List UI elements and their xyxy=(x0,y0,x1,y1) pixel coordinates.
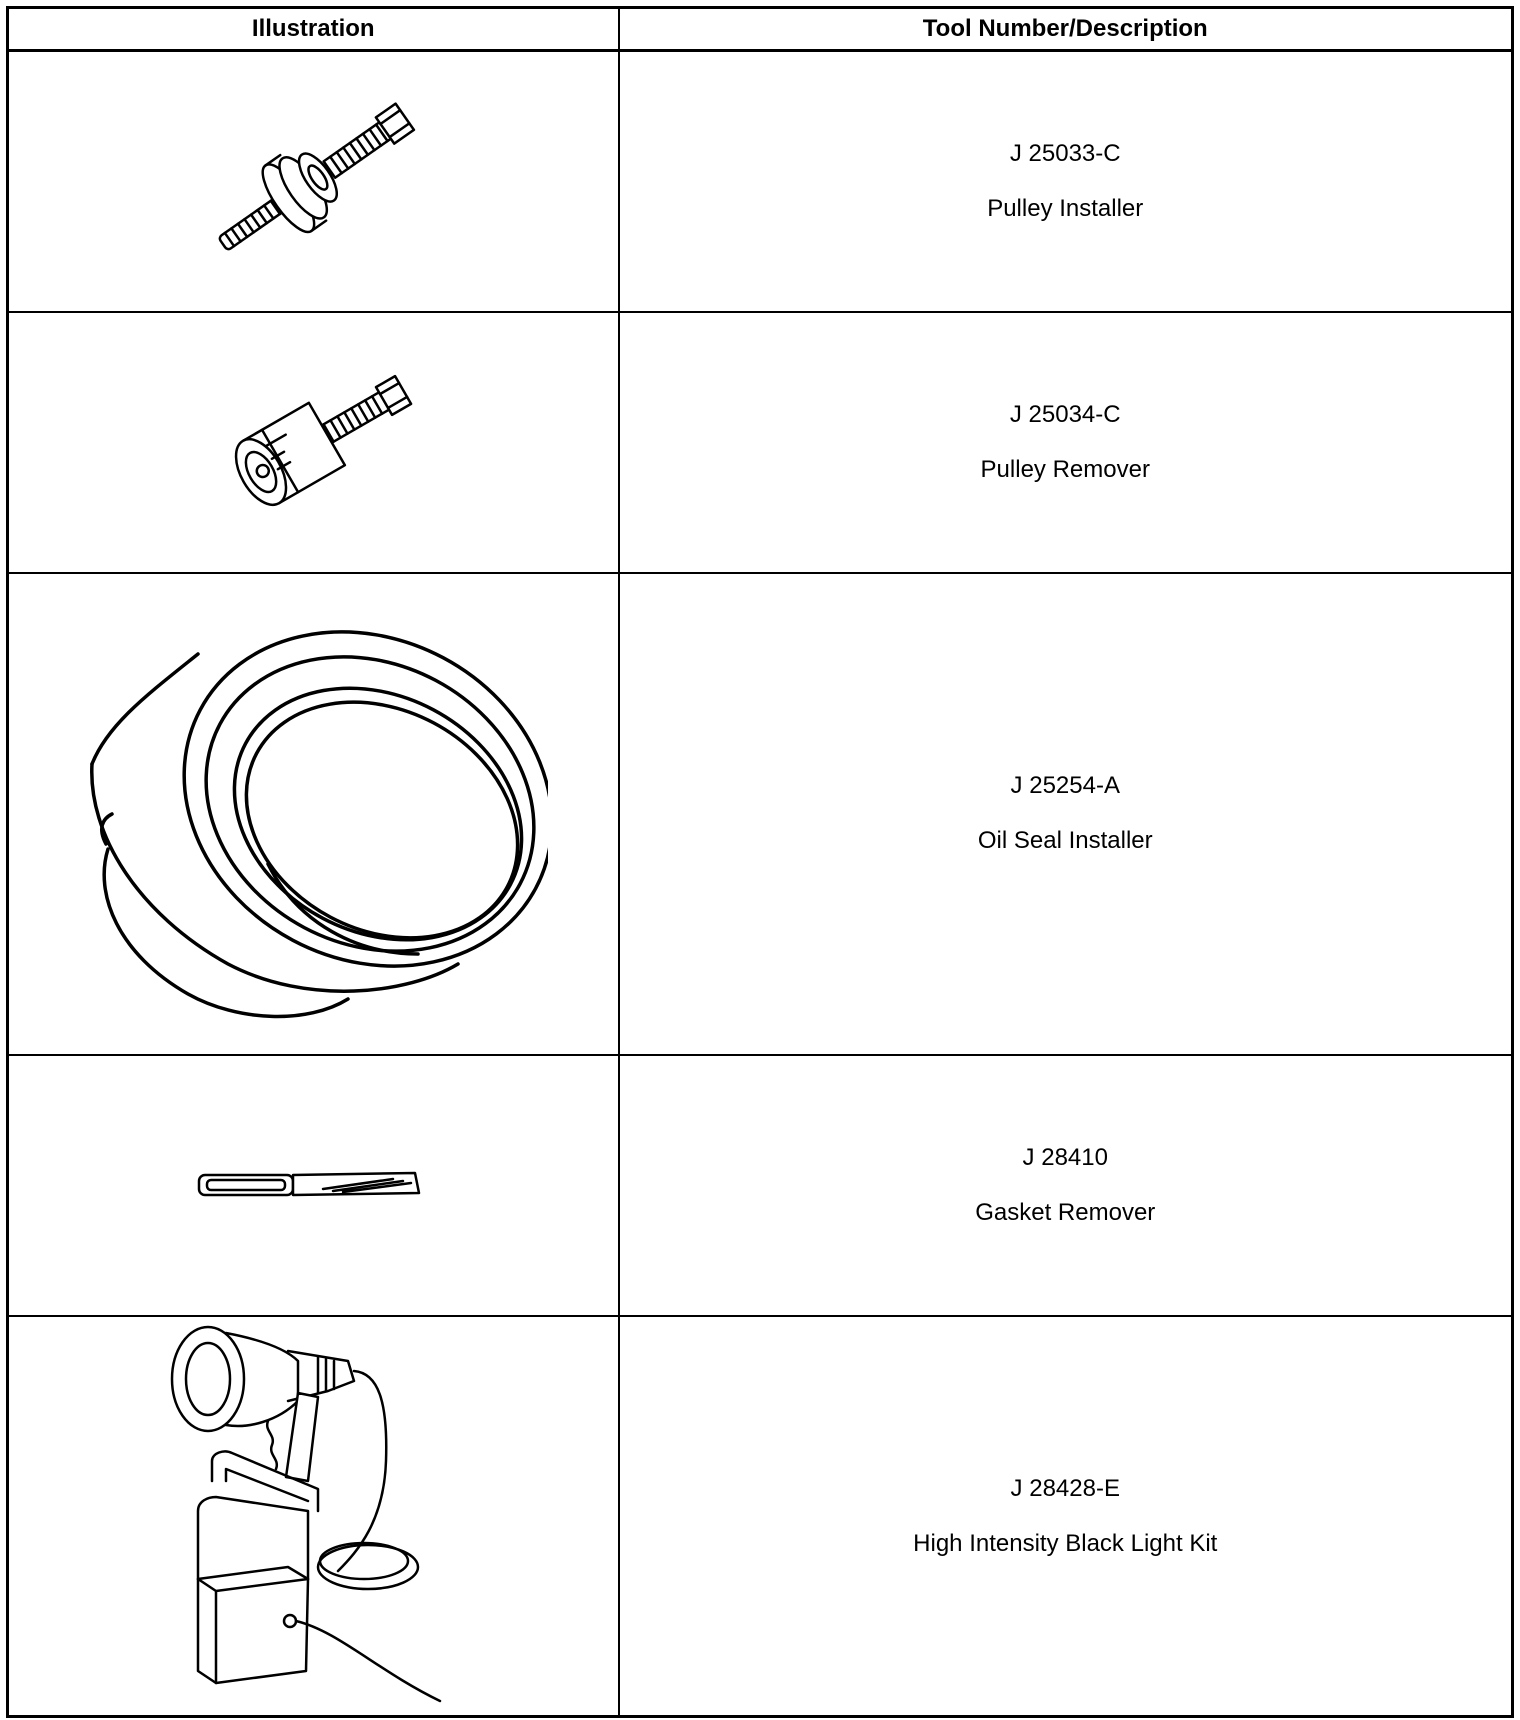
tool-number: J 25034-C xyxy=(1009,400,1121,428)
table-row xyxy=(8,1055,1513,1316)
table-row xyxy=(8,312,1513,573)
pulley-installer-icon xyxy=(183,101,443,261)
tool-description: Pulley Remover xyxy=(980,455,1150,483)
black-light-kit-icon xyxy=(168,1321,458,1711)
illustration-cell xyxy=(8,573,619,1055)
tool-number: J 28428-E xyxy=(1010,1474,1120,1502)
description-cell xyxy=(619,573,1513,1055)
tool-number: J 25033-C xyxy=(1009,139,1121,167)
gasket-remover-icon xyxy=(193,1165,433,1205)
header-row xyxy=(8,8,1513,51)
description-cell xyxy=(619,312,1513,573)
illustration-cell xyxy=(8,312,619,573)
tool-description: Pulley Installer xyxy=(987,194,1144,222)
description-cell xyxy=(619,1316,1513,1716)
tool-number: J 28410 xyxy=(1022,1143,1108,1171)
illustration-cell xyxy=(8,1316,619,1716)
tool-description: Gasket Remover xyxy=(975,1198,1156,1226)
illustration-cell xyxy=(8,1055,619,1316)
table-row xyxy=(8,573,1513,1055)
pulley-remover-icon xyxy=(183,362,443,522)
header-illustration: Illustration xyxy=(8,8,619,51)
table-row xyxy=(8,1316,1513,1716)
tool-description: Oil Seal Installer xyxy=(977,827,1153,855)
tool-number: J 25254-A xyxy=(1010,772,1120,800)
oil-seal-installer-icon xyxy=(78,594,548,1034)
special-tools-table xyxy=(6,6,1514,1718)
header-tool-number-description: Tool Number/Description xyxy=(619,8,1513,51)
description-cell xyxy=(619,1055,1513,1316)
illustration-cell xyxy=(8,51,619,312)
description-cell xyxy=(619,51,1513,312)
table-row xyxy=(8,51,1513,312)
tool-description: High Intensity Black Light Kit xyxy=(913,1529,1218,1557)
